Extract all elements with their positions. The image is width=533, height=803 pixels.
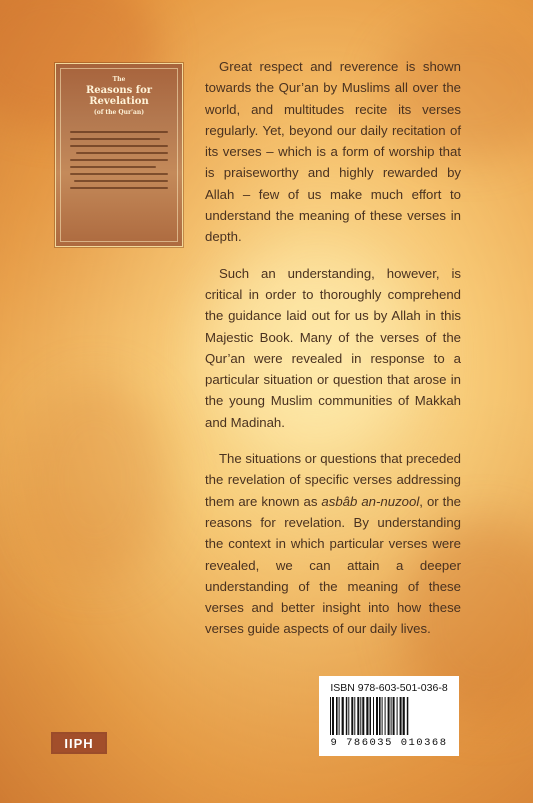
barcode-bar <box>339 697 340 735</box>
back-cover-text <box>205 56 461 655</box>
paragraph-2: Such an understanding, however, is critical in order to thoroughly comprehend the guidance laid out for us by Allah in this Majestic Book. Many of the verses of the Qur’an were revealed in response to a particular situation or question that arose in the young Muslim communities of Makkah and Madinah. <box>205 265 461 430</box>
barcode-bar <box>393 697 395 735</box>
barcode-bar <box>336 697 338 735</box>
barcode-bar <box>388 697 390 735</box>
italic-term: asbâb an-nuzool <box>321 493 420 509</box>
barcode-bar <box>351 697 353 735</box>
barcode-bar <box>342 697 344 735</box>
manuscript-image <box>68 126 170 208</box>
paragraph-1: Great respect and reverence is shown towards the Qur’an by Muslims all over the world, and multitudes recite its verses regularly. Yet, beyond our daily recitation of its verses – which is a form of worship that is praiseworthy and highly rewarded by Allah – few of us make much effort to understand the meaning of these verses in depth. <box>205 59 461 245</box>
barcode-bar <box>400 697 402 735</box>
barcode-bar <box>354 697 355 735</box>
barcode-bar <box>348 697 349 735</box>
background-texture <box>20 380 170 580</box>
barcode-bar <box>385 697 386 735</box>
barcode-bar <box>362 697 364 735</box>
paragraph-3: The situations or questions that preceded the revelation of specific verses addressing them are known as asbâb an-nuzool, or the reasons for revelation. By understanding the context in which particular verses were revealed, we can attain a deeper understanding of the meaning of these verses and better insight into how these verses guide aspects of our daily lives. <box>205 451 461 637</box>
isbn-label: ISBN 978-603-501-036-8 <box>330 682 448 694</box>
cover-title-line2: Reasons for Revelation <box>85 85 153 107</box>
cover-title-line1: The <box>112 76 126 83</box>
barcode-digits: 9 786035 010368 <box>330 737 448 749</box>
front-cover-thumbnail <box>55 63 183 247</box>
barcode-bar <box>373 697 374 735</box>
barcode-bar <box>332 697 334 735</box>
publisher-logo: IIPH <box>51 732 107 754</box>
barcode-bar <box>330 697 331 735</box>
barcode-bar <box>357 697 359 735</box>
barcode-bar <box>382 697 383 735</box>
barcode-bar <box>391 697 392 735</box>
barcode-bar <box>346 697 348 735</box>
barcode-bars <box>329 697 449 735</box>
cover-title-line3: (of the Qur'an) <box>93 109 145 116</box>
barcode-bar <box>366 697 368 735</box>
barcode-box <box>319 676 459 756</box>
cover-title <box>56 74 182 118</box>
barcode-bar <box>407 697 409 735</box>
barcode-bar <box>379 697 381 735</box>
barcode-bar <box>376 697 378 735</box>
barcode-bar <box>360 697 361 735</box>
barcode-bar <box>403 697 405 735</box>
barcode-bar <box>397 697 398 735</box>
barcode-bar <box>370 697 372 735</box>
